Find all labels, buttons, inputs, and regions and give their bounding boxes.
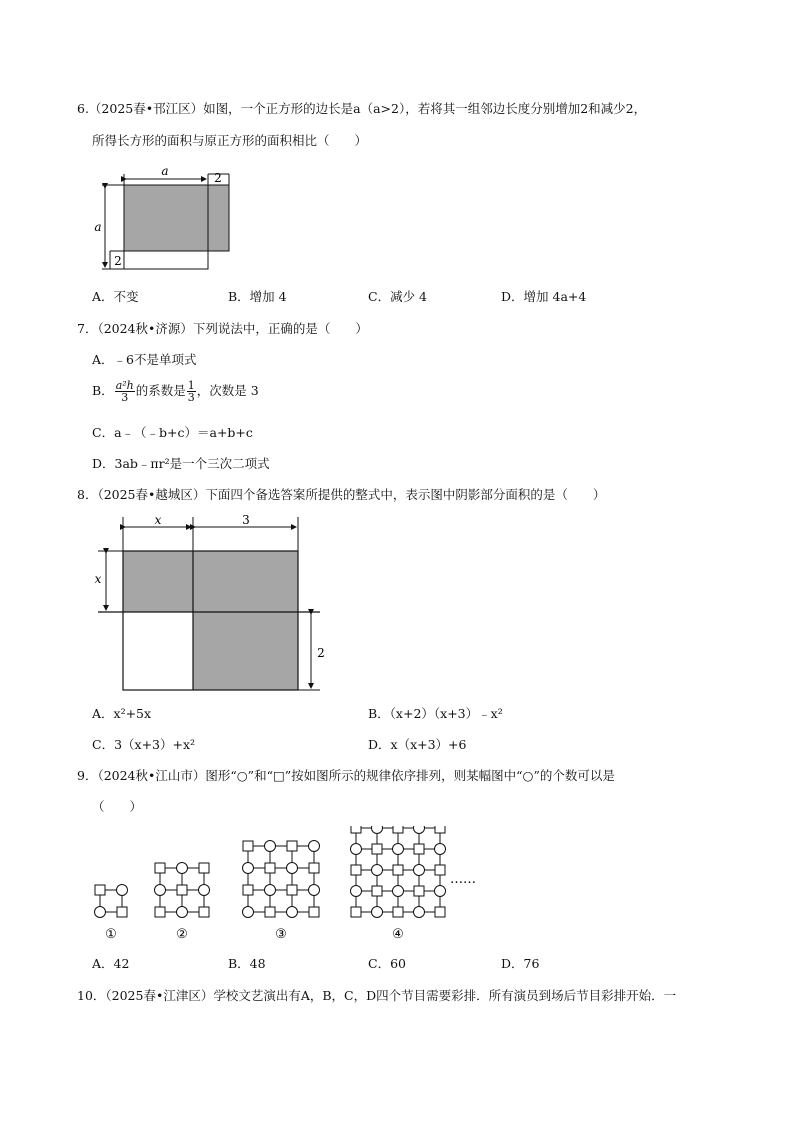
- q9-circle-node: [372, 826, 383, 834]
- q9-option-c[interactable]: C．60: [368, 956, 406, 971]
- q8-option-a[interactable]: A．x²+5x: [92, 706, 152, 721]
- q9-figure-label: ②: [176, 927, 188, 942]
- q7-option-b-mid: 的系数是: [135, 383, 186, 398]
- q9-circle-node: [117, 885, 128, 896]
- q7-fraction-1-over-3: $\frac{1}{3}$: [187, 379, 195, 404]
- q6-option-a[interactable]: A．不变: [92, 289, 139, 304]
- q6-stem-line1: 6.（2025春•邗江区）如图，一个正方形的边长是a（a>2），若将其一组邻边长度分别增加2和减少2，: [77, 101, 647, 116]
- q6-label-2-bottom: 2: [114, 254, 122, 268]
- q9-circle-node: [393, 886, 404, 897]
- q8-stem: 8．（2025春•越城区）下面四个备选答案所提供的整式中，表示图中阴影部分面积的是（ ）: [77, 487, 606, 502]
- q9-figure: [88, 826, 508, 946]
- q9-stem-line2: （ ）: [92, 799, 143, 814]
- q9-circle-node: [155, 885, 166, 896]
- q9-circle-node: [265, 885, 276, 896]
- q9-circle-node: [414, 907, 425, 918]
- q9-square-node: [435, 826, 445, 833]
- q8-label-x-left: x: [94, 572, 102, 586]
- q9-circle-node: [265, 841, 276, 852]
- q9-square-node: [199, 863, 209, 873]
- q8-option-d[interactable]: D．x（x+3）+6: [368, 737, 467, 752]
- q7-option-b-prefix: B．: [92, 383, 114, 398]
- q9-option-a[interactable]: A．42: [92, 956, 130, 971]
- q9-option-d[interactable]: D．76: [501, 956, 540, 971]
- q8-option-c[interactable]: C．3（x+3）+x²: [92, 737, 196, 752]
- q9-square-node: [265, 863, 275, 873]
- q9-square-node: [435, 907, 445, 917]
- q9-circle-node: [243, 907, 254, 918]
- q9-square-node: [351, 865, 361, 875]
- q9-circle-node: [287, 907, 298, 918]
- q9-square-node: [155, 863, 165, 873]
- q9-square-node: [414, 844, 424, 854]
- q9-square-node: [393, 865, 403, 875]
- q9-circle-node: [199, 885, 210, 896]
- q9-square-node: [309, 907, 319, 917]
- q6-option-d[interactable]: D．增加 4a+4: [501, 289, 587, 304]
- q9-square-node: [372, 844, 382, 854]
- q9-stem-line1: 9．（2024秋•江山市）图形“○”和“□”按如图所示的规律依序排列，则某幅图中“○”的个数可以是: [77, 768, 615, 783]
- q6-label-a-top: a: [161, 164, 169, 178]
- q6-bottom-strip: [124, 251, 208, 269]
- q7-option-c[interactable]: C．a﹣（﹣b+c）＝a+b+c: [92, 425, 253, 440]
- q9-figure-label: ③: [275, 927, 287, 942]
- q7-option-d[interactable]: D．3ab﹣πr²是一个三次二项式: [92, 456, 270, 471]
- q6-option-c[interactable]: C．减少 4: [368, 289, 427, 304]
- q9-figure-label: ④: [392, 927, 404, 942]
- q9-square-node: [155, 907, 165, 917]
- q9-circle-node: [309, 841, 320, 852]
- q9-square-node: [351, 826, 361, 833]
- q9-circle-node: [435, 844, 446, 855]
- q9-square-node: [117, 907, 127, 917]
- q9-circle-node: [372, 865, 383, 876]
- q9-circle-node: [351, 886, 362, 897]
- q9-circle-node: [243, 863, 254, 874]
- q9-square-node: [95, 885, 105, 895]
- q6-extension-right: [208, 185, 229, 251]
- q7-fraction-a2h-over-3: $\frac{\text{a²h}}{3}$: [115, 379, 134, 404]
- q9-circle-node: [435, 886, 446, 897]
- q9-square-node: [243, 841, 253, 851]
- q8-shaded-bottom-right: [193, 612, 298, 690]
- q9-circle-node: [95, 907, 106, 918]
- q9-square-node: [351, 907, 361, 917]
- q9-square-node: [435, 865, 445, 875]
- q8-label-x-top: x: [154, 515, 162, 527]
- q6-label-2-top: 2: [214, 171, 222, 185]
- q9-square-node: [243, 885, 253, 895]
- q8-figure: [90, 515, 330, 700]
- q9-circle-node: [351, 844, 362, 855]
- q9-square-node: [372, 886, 382, 896]
- q7-option-b[interactable]: [92, 380, 259, 403]
- q9-square-node: [309, 863, 319, 873]
- q9-circle-node: [372, 907, 383, 918]
- q6-option-b[interactable]: B．增加 4: [228, 289, 287, 304]
- q9-figure-label: ①: [105, 927, 117, 942]
- q9-circle-node: [287, 863, 298, 874]
- q7-option-a[interactable]: A．﹣6不是单项式: [92, 352, 197, 367]
- q7-stem: 7．（2024秋•济源）下列说法中，正确的是（ ）: [77, 321, 368, 336]
- q8-option-b[interactable]: B．（x+2）（x+3）﹣x²: [368, 706, 503, 721]
- q9-circle-node: [309, 885, 320, 896]
- q9-square-node: [265, 907, 275, 917]
- q9-square-node: [287, 841, 297, 851]
- q9-square-node: [393, 907, 403, 917]
- q9-circle-node: [414, 826, 425, 834]
- q7-option-b-suffix: ，次数是 3: [196, 383, 259, 398]
- q9-square-node: [414, 886, 424, 896]
- q9-square-node: [393, 826, 403, 833]
- q9-square-node: [199, 907, 209, 917]
- q8-label-3-top: 3: [242, 515, 250, 527]
- q9-ellipsis: ……: [450, 872, 476, 887]
- q9-option-b[interactable]: B．48: [228, 956, 266, 971]
- q9-circle-node: [393, 844, 404, 855]
- q6-stem-line2: 所得长方形的面积与原正方形的面积相比（ ）: [92, 133, 368, 148]
- q8-label-2-right: 2: [317, 646, 325, 660]
- q8-shaded-top-left: [123, 551, 193, 612]
- q9-circle-node: [177, 907, 188, 918]
- q10-stem-line1: 10．（2025春•江津区）学校文艺演出有A，B，C，D四个节目需要彩排．所有演员到场后节目彩排开始．一: [77, 988, 677, 1003]
- q9-circle-node: [177, 863, 188, 874]
- q9-square-node: [177, 885, 187, 895]
- q9-circle-node: [414, 865, 425, 876]
- q6-shaded-rect: [124, 185, 208, 251]
- q8-shaded-top-right: [193, 551, 298, 612]
- q6-label-a-left: a: [94, 220, 102, 234]
- q6-figure: [90, 160, 250, 280]
- q9-square-node: [287, 885, 297, 895]
